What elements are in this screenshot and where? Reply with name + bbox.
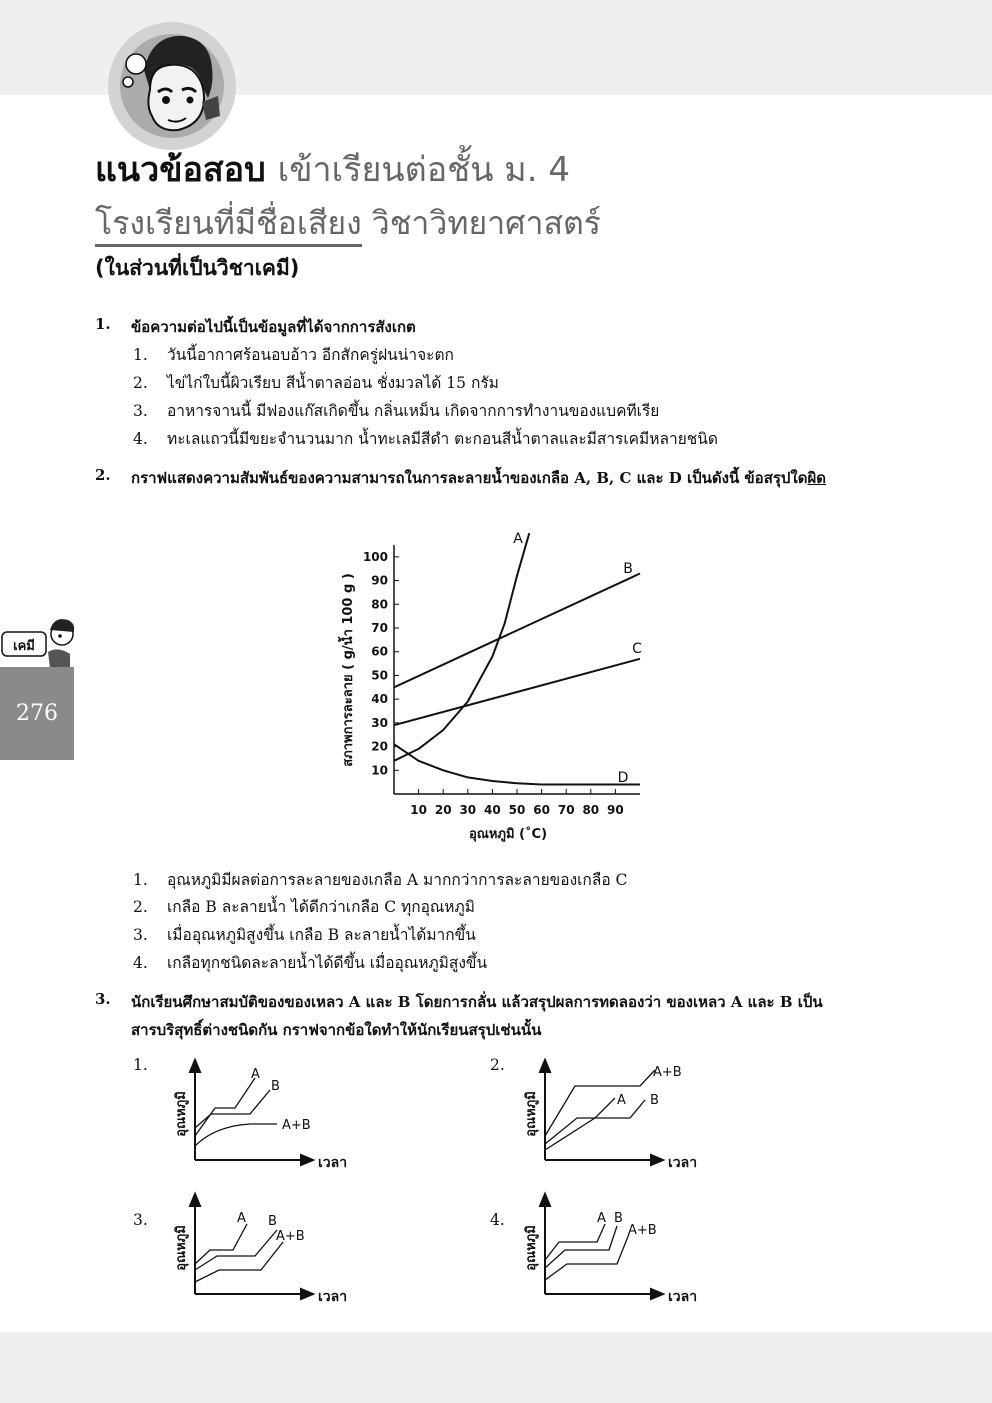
graph-curve-label: A [237,1211,246,1226]
option-number: 1. [133,871,148,889]
choice-number: 4. [490,1211,505,1229]
chart-y-tick-label: 80 [371,597,388,612]
chart-series-label: C [632,641,642,657]
chart-x-tick-label: 30 [459,803,477,817]
chart-x-tick-label: 20 [434,803,452,817]
chart-series-A-line [394,533,529,761]
badge-label: เคมี [13,639,35,654]
graph-y-label: อุณหภูมิ [524,1091,539,1137]
option-item [133,342,454,367]
title-rest: เข้าเรียนต่อชั้น ม. 4 [277,150,570,190]
graph-y-label: อุณหภูมิ [174,1225,189,1271]
option-number: 3. [133,402,148,420]
chart-series-label: B [623,561,633,577]
graph-curve-label: B [614,1211,623,1226]
chart-x-tick-label: 70 [557,803,575,817]
option-number: 4. [133,430,148,448]
graph-curve-label: A+B [276,1229,305,1244]
chart-x-tick-label: 80 [582,803,600,817]
option-text: เมื่ออุณหภูมิสูงขึ้น เกลือ B ละลายน้ำได้มากขึ้น [167,926,476,944]
chart-y-tick-label: 70 [371,621,388,635]
chart-y-tick-label: 90 [371,573,388,588]
title-bold: แนวข้อสอบ [95,150,266,190]
chart-y-tick-label: 50 [371,668,388,683]
graph-curve-label: A+B [628,1223,657,1238]
footer-band [0,1332,992,1403]
title-subject: วิชาวิทยาศาสตร์ [371,204,601,242]
chart-y-tick-label: 10 [371,763,388,778]
graph-curve-label: A+B [653,1065,682,1080]
chart-x-tick-label: 10 [410,803,427,817]
option-item [133,922,476,947]
option-item [133,398,659,423]
title-underlined: โรงเรียนที่มีชื่อเสียง [95,204,362,247]
question-number: 3. [95,990,111,1008]
graph-curve-label: A [251,1067,260,1082]
choice-number: 2. [490,1056,505,1074]
chart-series-label: A [513,531,523,547]
chart-y-tick-label: 40 [371,692,388,707]
question-2-underlined: ผิด [807,469,827,487]
option-item [133,426,718,451]
option-number: 2. [133,374,148,392]
choice-3-graph [155,1190,365,1310]
graph-x-label: เวลา [318,1155,348,1171]
question-number: 1. [95,315,111,333]
graph-curve-label: B [650,1093,659,1108]
choice-number: 3. [133,1211,148,1229]
option-number: 2. [133,898,148,916]
chart-x-axis-label: อุณหภูมิ (˚C) [468,827,548,842]
option-text: เกลือ B ละลายน้ำ ได้ดีกว่าเกลือ C ทุกอุณหภูมิ [167,898,475,916]
question-number: 2. [95,466,111,484]
option-number: 1. [133,346,148,364]
option-item [133,894,475,919]
page-number: 276 [0,667,74,760]
graph-curve-label: A [617,1093,626,1108]
chart-y-tick-label: 30 [371,715,388,730]
chart-series-C-line [394,659,640,725]
chart-series-B-line [394,574,640,688]
question-3-text-line2: สารบริสุทธิ์ต่างชนิดกัน กราฟจากข้อใดทำให้นักเรียนสรุปเช่นนั้น [131,1021,542,1039]
chemistry-badge [0,612,74,670]
option-text: ไข่ไก่ใบนี้ผิวเรียบ สีน้ำตาลอ่อน ชั่งมวลได้ 15 กรัม [167,374,499,392]
graph-x-label: เวลา [668,1289,698,1305]
graph-y-label: อุณหภูมิ [524,1225,539,1271]
solubility-chart [330,525,660,855]
option-text: ทะเลแถวนี้มีขยะจำนวนมาก น้ำทะเลมีสีดำ ตะกอนสีน้ำตาลและมีสารเคมีหลายชนิด [167,430,718,448]
chart-x-tick-label: 40 [484,803,501,817]
title-line-1 [95,142,570,196]
option-text: เกลือทุกชนิดละลายน้ำได้ดีขึ้น เมื่ออุณหภูมิสูงขึ้น [167,954,488,972]
question-3-text-line1: นักเรียนศึกษาสมบัติของของเหลว A และ B โดยการกลั่น แล้วสรุปผลการทดลองว่า ของเหลว A และ B เป็น [131,993,823,1011]
option-text: อุณหภูมิมีผลต่อการละลายของเกลือ A มากกว่าการละลายของเกลือ C [167,871,628,889]
choice-2-graph [505,1056,715,1176]
question-1-text: ข้อความต่อไปนี้เป็นข้อมูลที่ได้จากการสังเกต [131,318,416,336]
question-2-stem: กราฟแสดงความสัมพันธ์ของความสามารถในการละลายน้ำของเกลือ A, B, C และ D เป็นดังนี้ ข้อสรุปใด [131,469,808,487]
choice-number: 1. [133,1056,148,1074]
graph-x-label: เวลา [668,1155,698,1171]
graph-curve-label: A+B [282,1118,311,1133]
chart-y-axis-label: สภาพการละลาย ( g/น้ำ 100 g ) [341,573,356,767]
choice-1-graph [155,1056,365,1176]
chart-x-tick-label: 60 [533,803,550,817]
chart-x-tick-label: 90 [607,803,624,817]
graph-x-label: เวลา [318,1289,348,1305]
option-item [133,867,627,892]
graph-curve-label: A [597,1211,606,1226]
mascot-face-icon [106,20,238,150]
option-text: วันนี้อากาศร้อนอบอ้าว อีกสักครู่ฝนน่าจะตก [167,346,454,364]
chart-series-D-line [394,744,640,784]
option-item [133,370,499,395]
chart-y-tick-label: 20 [371,739,388,754]
option-number: 3. [133,926,148,944]
question-2-text [131,466,826,490]
chart-series-label: D [617,770,629,786]
graph-curve-label: B [271,1079,280,1094]
title-line-2 [95,198,601,249]
graph-y-label: อุณหภูมิ [174,1091,189,1137]
graph-curve-label: B [268,1214,277,1229]
chart-x-tick-label: 50 [508,803,526,817]
option-item [133,950,487,975]
chart-y-tick-label: 60 [371,644,388,659]
option-number: 4. [133,954,148,972]
option-text: อาหารจานนี้ มีฟองแก๊สเกิดขึ้น กลิ่นเหม็น เกิดจากการทำงานของแบคทีเรีย [167,402,660,420]
choice-4-graph [505,1190,715,1310]
page-subtitle: (ในส่วนที่เป็นวิชาเคมี) [95,256,300,280]
chart-y-tick-label: 100 [362,549,388,564]
